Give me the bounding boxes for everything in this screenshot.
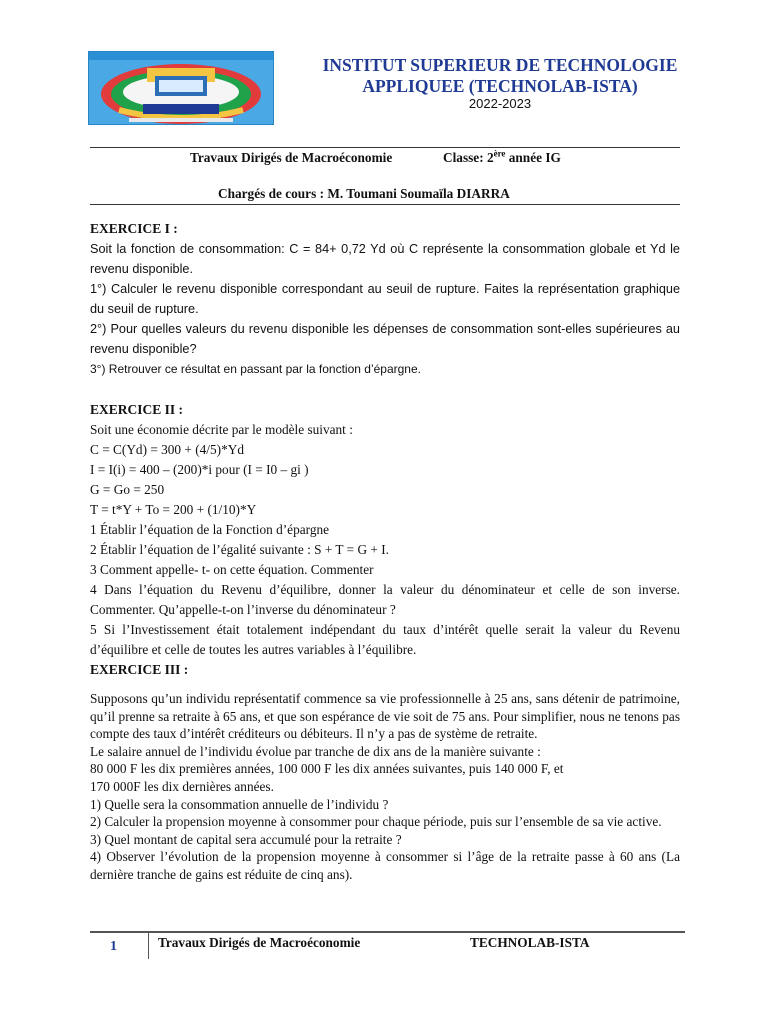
exercise-2 [90, 400, 680, 680]
exercise-1-question-2: 2°) Pour quelles valeurs du revenu disponible les dépenses de consommation sont-elles supérieures au revenu disponible? [90, 322, 680, 356]
footer-course: Travaux Dirigés de Macroéconomie [158, 935, 361, 950]
exercise-3-salary-intro: Le salaire annuel de l’individu évolue par tranche de dix ans de la manière suivante : [90, 743, 541, 759]
exercise-1-title: EXERCICE I : [90, 221, 178, 236]
exercise-3 [90, 690, 680, 884]
page-number: 1 [110, 939, 117, 954]
institution-name-line1: INSTITUT SUPERIEUR DE TECHNOLOGIE [322, 55, 678, 75]
class-label: Classe: 2ère année IG [443, 148, 561, 165]
exercise-1-statement: Soit la fonction de consommation: C = 84+ 0,72 Yd où C représente la consommation globale et Yd le revenu disponible. [90, 242, 680, 276]
logo-emblem-icon [89, 52, 273, 124]
exercise-2-question-2: 2 Établir l’équation de l’égalité suivante : S + T = G + I. [90, 542, 389, 557]
exercise-3-question-4: 4) Observer l’évolution de la propension moyenne à consommer si l’âge de la retraite passe à 60 ans (La dernière tranche de gains est réduite de cinq ans). [90, 849, 680, 882]
exercise-3-question-3: 3) Quel montant de capital sera accumulé pour la retraite ? [90, 831, 402, 847]
exercise-1-question-3: 3°) Retrouver ce résultat en passant par la fonction d’épargne. [90, 362, 421, 376]
exercise-2-equation-government: G = Go = 250 [90, 482, 165, 497]
exercise-2-question-1: 1 Établir l’équation de la Fonction d’épargne [90, 522, 330, 537]
institution-logo [88, 51, 274, 125]
exercise-2-equation-taxes: T = t*Y + To = 200 + (1/10)*Y [90, 502, 257, 517]
exercise-2-question-3: 3 Comment appelle- t- on cette équation. Commenter [90, 562, 374, 577]
footer-separator [148, 931, 149, 959]
exercise-2-intro: Soit une économie décrite par le modèle suivant : [90, 422, 353, 437]
exercise-3-statement: Supposons qu’un individu représentatif commence sa vie professionnelle à 25 ans, sans détenir de patrimoine, qu’il prenne sa retraite à 65 ans, et que son espérance de vie soit de 75 ans. Pour simplifier, nous ne tenons pas compte des taux d’intérêt créditeurs ou débiteurs. Il n’y a pas de système de retraite. [90, 691, 680, 742]
header-divider-bottom [90, 204, 680, 205]
lecturer-line: Chargés de cours : M. Toumani Soumaïla DIARRA [218, 186, 510, 201]
exercise-2-question-5: 5 Si l’Investissement était totalement indépendant du taux d’intérêt quelle serait la valeur du Revenu d’équilibre et celle de toutes les autres variables à l’équilibre. [90, 622, 680, 657]
header-divider [90, 147, 680, 148]
exercise-2-equation-consumption: C = C(Yd) = 300 + (4/5)*Yd [90, 442, 244, 457]
exercise-3-question-2: 2) Calculer la propension moyenne à consommer pour chaque période, puis sur l’ensemble de sa vie active. [90, 814, 662, 830]
exercise-1-question-1: 1°) Calculer le revenu disponible correspondant au seuil de rupture. Faites la représentation graphique du seuil de rupture. [90, 282, 680, 316]
exercise-2-question-4: 4 Dans l’équation du Revenu d’équilibre, donner la valeur du dénominateur et celle de son inverse. Commenter. Qu’appelle-t-on l’inverse du dénominateur ? [90, 582, 680, 617]
exercise-3-salary-line-2: 170 000F les dix dernières années. [90, 778, 274, 794]
institution-name-line2: APPLIQUEE (TECHNOLAB-ISTA) [362, 76, 638, 96]
course-title: Travaux Dirigés de Macroéconomie [190, 150, 393, 165]
exercise-2-equation-investment: I = I(i) = 400 – (200)*i pour (I = I0 – gi ) [90, 462, 309, 477]
exercise-2-title: EXERCICE II : [90, 402, 184, 417]
exercise-3-question-1: 1) Quelle sera la consommation annuelle de l’individu ? [90, 796, 389, 812]
exercise-3-title: EXERCICE III : [90, 662, 189, 677]
exercise-1 [90, 219, 680, 379]
exercise-3-salary-line-1: 80 000 F les dix premières années, 100 000 F les dix années suivantes, puis 140 000 F, et [90, 761, 564, 777]
academic-year: 2022-2023 [468, 96, 532, 111]
footer-divider [90, 931, 685, 933]
footer-org: TECHNOLAB-ISTA [470, 935, 590, 950]
